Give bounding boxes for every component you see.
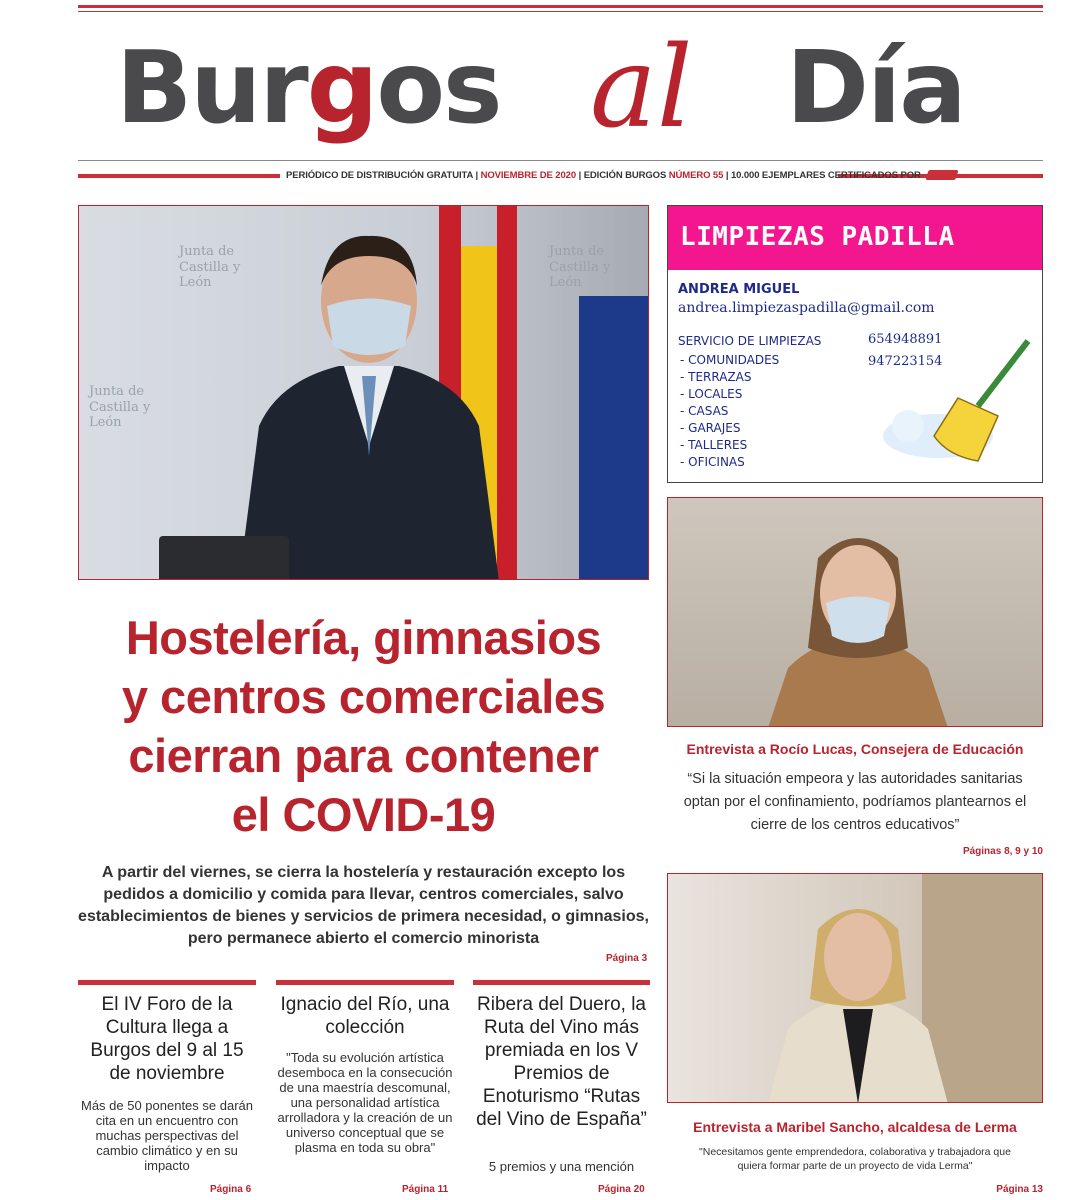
column-2-rule <box>276 980 454 985</box>
rocio-lucas-photo <box>667 497 1043 727</box>
ad-service-item: - TALLERES <box>680 438 748 452</box>
masthead-dia: Día <box>786 29 965 146</box>
masthead-al: al <box>590 23 693 153</box>
ad-service-item: - GARAJES <box>680 421 741 435</box>
masthead-burgos: Burgos <box>116 29 501 146</box>
headline-line-4: el COVID-19 <box>231 788 496 841</box>
ad-contact-name: ANDREA MIGUEL <box>678 282 800 297</box>
ad-service-item: - LOCALES <box>680 387 743 401</box>
wall-text-2: Junta de Castilla y León <box>89 384 151 431</box>
wall-text-3: Junta de Castilla y León <box>549 244 611 291</box>
column-3-rule <box>473 980 650 985</box>
masthead <box>78 18 1043 153</box>
ad-limpiezas-padilla <box>667 205 1043 483</box>
interview-1-page: Páginas 8, 9 y 10 <box>962 846 1043 857</box>
column-1-title: El IV Foro de la Cultura llega a Burgos del 9 al 15 de noviembre <box>90 994 244 1084</box>
ad-phone-2: 947223154 <box>868 354 943 369</box>
ad-company: LIMPIEZAS PADILLA <box>668 206 1042 270</box>
top-rule-thin <box>78 11 1043 12</box>
lead-page: Página 3 <box>606 953 648 964</box>
main-photo <box>78 205 649 580</box>
column-2-title: Ignacio del Río, una colección <box>280 994 450 1038</box>
top-rule-thick <box>78 5 1043 8</box>
infobar-edition: EDICIÓN BURGOS <box>583 170 667 181</box>
ad-service: SERVICIO DE LIMPIEZAS <box>678 334 822 348</box>
column-2-text: "Toda su evolución artística desemboca en la consecución de una maestría descomunal, una personalidad artística arrolladora y la creación de un universo conceptual que se plasma en toda su obra" <box>277 1050 453 1155</box>
infobar-copies: 10.000 EJEMPLARES CERTIFICADOS POR <box>730 170 921 181</box>
headline-line-2: y centros comerciales <box>121 670 606 723</box>
pyd-logo-icon <box>926 170 959 180</box>
infobar-rule-left <box>78 174 280 178</box>
ad-service-item: - COMUNIDADES <box>680 353 780 367</box>
interview-2-title: Entrevista a Maribel Sancho, alcaldesa de Lerma <box>693 1119 1017 1135</box>
infobar-distribution: PERIÓDICO DE DISTRIBUCIÓN GRATUITA <box>286 170 473 181</box>
ad-service-item: - TERRAZAS <box>680 370 752 384</box>
column-3-text: 5 premios y una mención <box>488 1159 635 1174</box>
infobar-date: NOVIEMBRE DE 2020 <box>480 170 577 181</box>
column-3-page: Página 20 <box>598 1184 645 1195</box>
infobar-rule-top <box>78 160 1043 161</box>
interview-2-page: Página 13 <box>996 1184 1043 1195</box>
person-silhouette <box>758 889 958 1103</box>
column-1-text: Más de 50 ponentes se darán cita en un encuentro con muchas perspectivas del cambio climático y en su impacto <box>80 1098 253 1173</box>
ad-service-item: - OFICINAS <box>680 455 745 469</box>
podium <box>159 536 289 580</box>
flag-eu <box>579 296 649 580</box>
interview-1-quote: “Si la situación empeora y las autoridades sanitarias optan por el confinamiento, podríamos plantearnos el cierre de los centros educativos” <box>683 771 1027 833</box>
column-1-page: Página 6 <box>210 1184 252 1195</box>
main-headline <box>78 608 649 844</box>
interview-2-quote: "Necesitamos gente emprendedora, colaborativa y trabajadora que quiera formar parte de un proyecto de vida Lerma" <box>699 1146 1011 1172</box>
infobar-number: NÚMERO 55 <box>668 170 724 181</box>
lead-paragraph: A partir del viernes, se cierra la hostelería y restauración excepto los pedidos a domicilio y comida para llevar, centros comerciales, salvo establecimientos de bienes y servicios de primera necesidad, o gimnasios, pero permanece abierto el comercio minorista <box>78 864 649 947</box>
person-silhouette <box>748 518 968 727</box>
headline-line-1: Hostelería, gimnasios <box>125 611 602 664</box>
ad-phone-1: 654948891 <box>868 332 943 347</box>
infobar: PERIÓDICO DE DISTRIBUCIÓN GRATUITA | NOVIEMBRE DE 2020 | EDICIÓN BURGOS NÚMERO 55 | 10.000 EJEMPLARES CERTIFICADOS POR <box>286 170 957 181</box>
interview-1-title: Entrevista a Rocío Lucas, Consejera de Educación <box>686 741 1024 757</box>
wall-text-1: Junta de Castilla y León <box>179 244 241 291</box>
person-silhouette <box>219 216 519 580</box>
ad-service-list <box>680 352 779 471</box>
headline-line-3: cierran para contener <box>128 729 599 782</box>
ad-service-item: - CASAS <box>680 404 729 418</box>
column-1-rule <box>78 980 256 985</box>
broom-icon <box>868 336 1038 476</box>
maribel-sancho-photo <box>667 873 1043 1103</box>
ad-email: andrea.limpiezaspadilla@gmail.com <box>678 300 935 316</box>
column-2-page: Página 11 <box>402 1184 449 1195</box>
column-3-title: Ribera del Duero, la Ruta del Vino más premiada en los V Premios de Enoturismo “Rutas del Vino de España” <box>476 994 647 1130</box>
